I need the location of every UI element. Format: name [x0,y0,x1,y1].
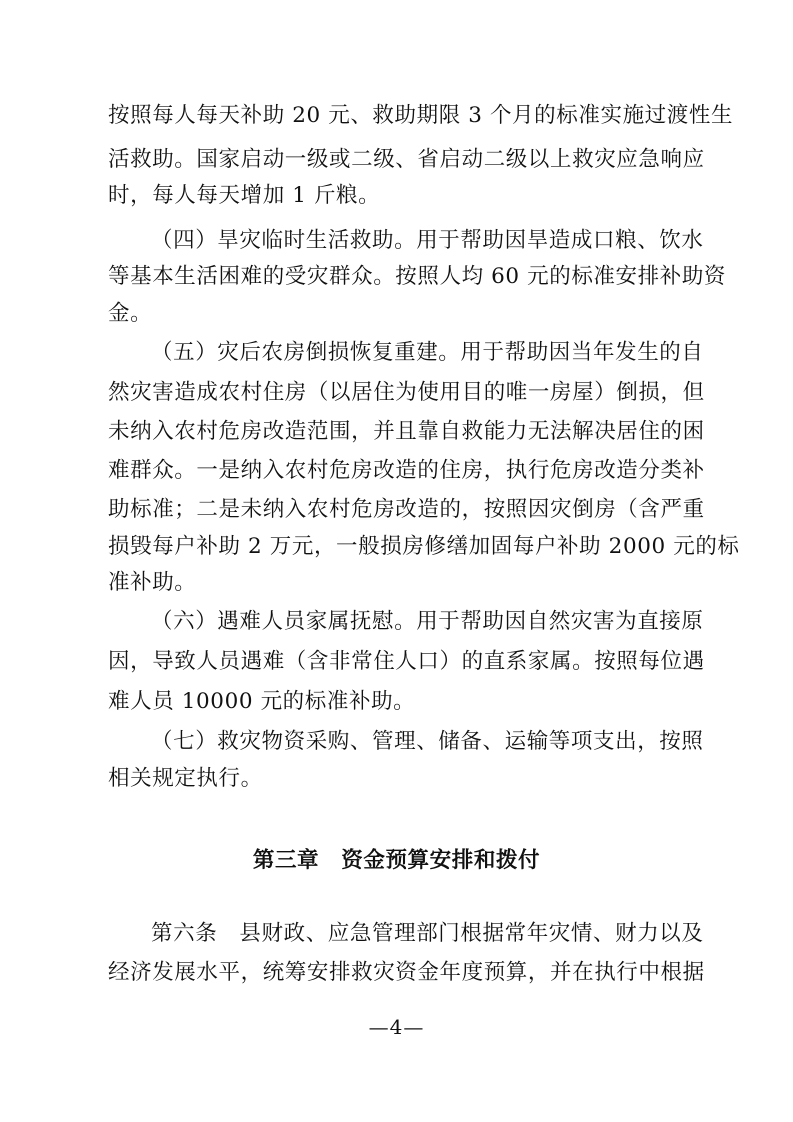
paragraph-line: 损毁每户补助 2 万元，一般损房修缮加固每户补助 2000 元的标 [108,534,740,559]
paragraph-line: 等基本生活困难的受灾群众。按照人均 60 元的标准安排补助资 [108,264,727,289]
paragraph-line: 然灾害造成农村住房（以居住为使用目的唯一房屋）倒损，但 [108,380,705,405]
article-six-line: 第六条 县财政、应急管理部门根据常年灾情、财力以及 [151,921,704,946]
paragraph-line: 按照每人每天补助 20 元、救助期限 3 个月的标准实施过渡性生 [108,103,734,128]
paragraph-line: 金。 [108,301,153,326]
paragraph-line: 因，导致人员遇难（含非常住人口）的直系家属。按照每位遇 [108,649,705,674]
paragraph-line: 难人员 10000 元的标准补助。 [108,689,416,714]
article-six-line: 经济发展水平，统筹安排救灾资金年度预算，并在执行中根据 [108,960,705,985]
section-seven-heading-line: （七）救灾物资采购、管理、储备、运输等项支出，按照 [151,729,704,754]
paragraph-line: 相关规定执行。 [108,766,263,791]
paragraph-line: 难群众。一是纳入农村危房改造的住房，执行危房改造分类补 [108,458,705,483]
section-six-heading-line: （六）遇难人员家属抚慰。用于帮助因自然灾害为直接原 [151,609,704,634]
section-five-heading-line: （五）灾后农房倒损恢复重建。用于帮助因当年发生的自 [151,340,704,365]
chapter-title: 第三章 资金预算安排和拨付 [252,848,541,873]
paragraph-line: 助标准；二是未纳入农村危房改造的，按照因灾倒房（含严重 [108,497,705,522]
paragraph-line: 未纳入农村危房改造范围，并且靠自救能力无法解决居住的困 [108,419,705,444]
paragraph-line: 活救助。国家启动一级或二级、省启动二级以上救灾应急响应 [108,147,705,172]
page-number: —4— [368,1015,425,1039]
paragraph-line: 时，每人每天增加 1 斤粮。 [108,183,381,208]
section-four-heading-line: （四）旱灾临时生活救助。用于帮助因旱造成口粮、饮水 [151,228,704,253]
paragraph-line: 准补助。 [108,570,197,595]
